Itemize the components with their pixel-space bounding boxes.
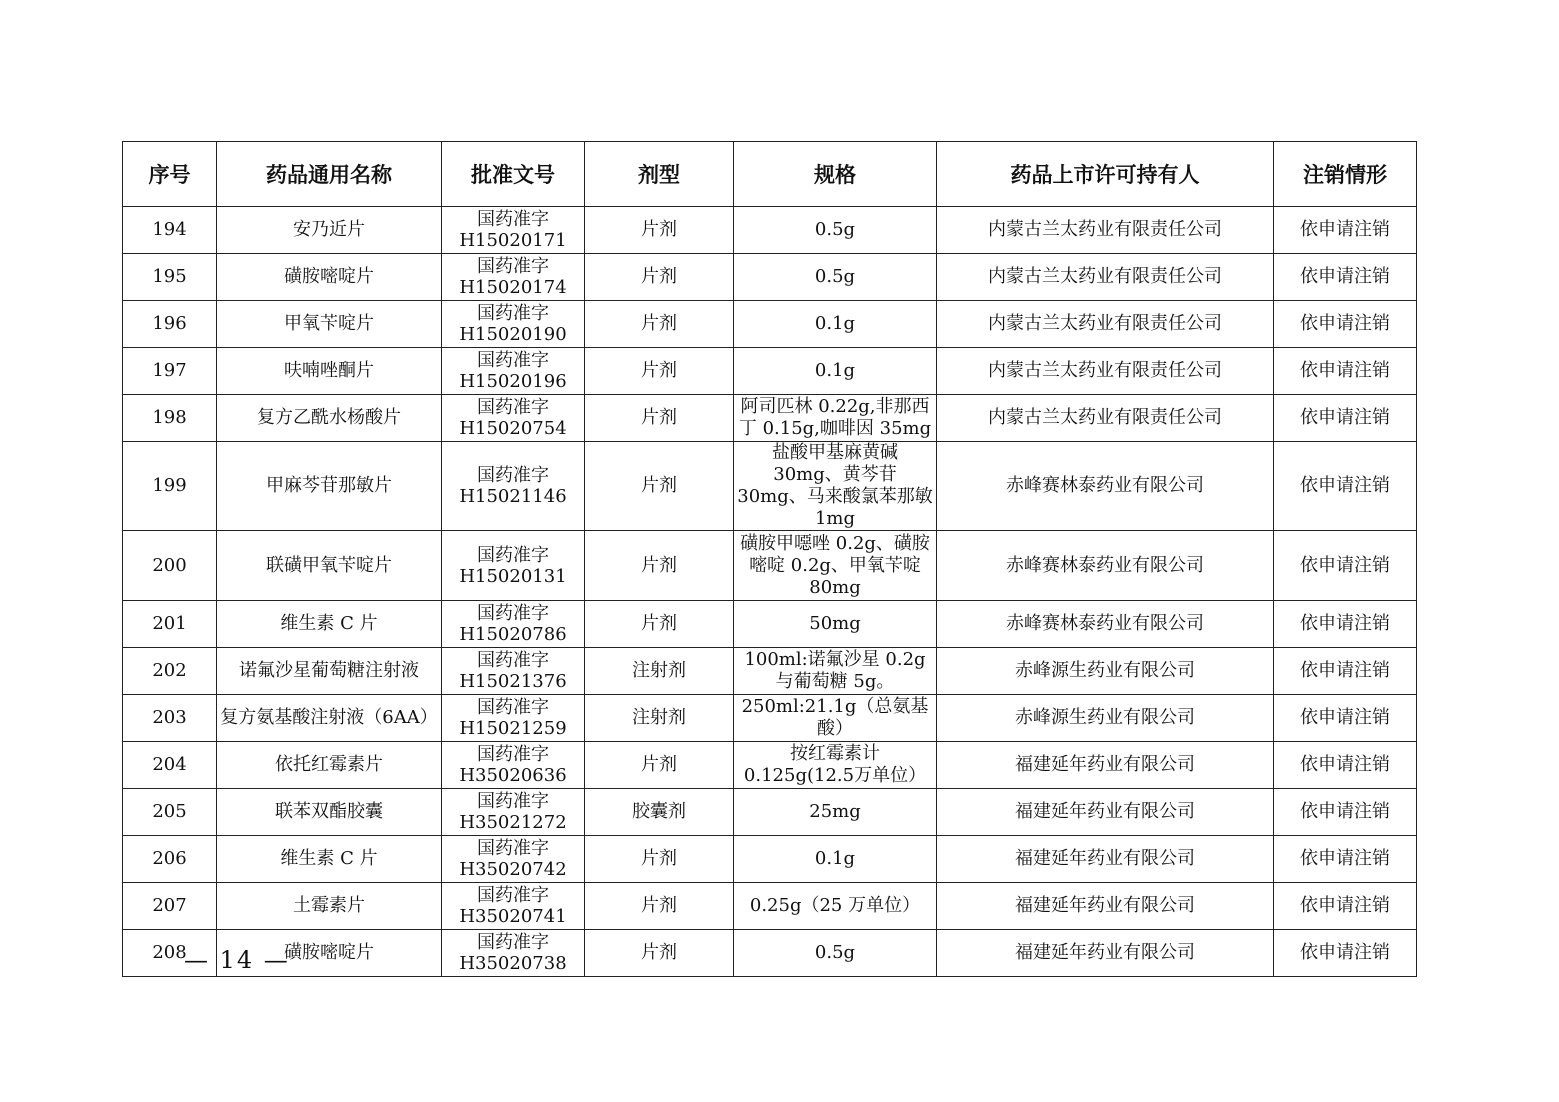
cell-approval-number (442, 648, 585, 695)
cell-cancellation-reason: 依申请注销 (1274, 883, 1417, 930)
approval-code: H15020754 (459, 418, 567, 439)
table-row (123, 836, 1417, 883)
page-number: — 14 — (184, 946, 290, 974)
cell-no: 203 (123, 695, 217, 742)
cell-specification: 100ml:诺氟沙星 0.2g 与葡萄糖 5g。 (734, 648, 937, 695)
cell-dosage-form: 注射剂 (585, 648, 734, 695)
approval-code: H15021146 (459, 486, 567, 507)
cell-cancellation-reason: 依申请注销 (1274, 789, 1417, 836)
cell-drug-name: 复方氨基酸注射液（6AA） (217, 695, 442, 742)
cell-approval-number (442, 883, 585, 930)
cell-drug-name: 甲麻芩苷那敏片 (217, 442, 442, 531)
cell-no: 207 (123, 883, 217, 930)
approval-prefix: 国药准字 (477, 697, 549, 718)
cell-specification: 0.5g (734, 254, 937, 301)
cell-approval-number (442, 442, 585, 531)
cell-license-holder: 内蒙古兰太药业有限责任公司 (937, 395, 1274, 442)
cell-approval-number (442, 789, 585, 836)
cell-drug-name: 联苯双酯胶囊 (217, 789, 442, 836)
cell-specification: 磺胺甲噁唑 0.2g、磺胺嘧啶 0.2g、甲氧苄啶 80mg (734, 531, 937, 601)
cell-no: 200 (123, 531, 217, 601)
cell-no: 208 (123, 930, 217, 977)
table-row (123, 395, 1417, 442)
table-row (123, 442, 1417, 531)
cell-no: 205 (123, 789, 217, 836)
cell-no: 199 (123, 442, 217, 531)
header-dosage-form: 剂型 (585, 142, 734, 207)
table-row (123, 601, 1417, 648)
cell-approval-number (442, 930, 585, 977)
cell-license-holder: 赤峰赛林泰药业有限公司 (937, 601, 1274, 648)
cell-license-holder: 福建延年药业有限公司 (937, 930, 1274, 977)
header-specification: 规格 (734, 142, 937, 207)
table-row (123, 531, 1417, 601)
cell-cancellation-reason: 依申请注销 (1274, 742, 1417, 789)
approval-prefix: 国药准字 (477, 256, 549, 277)
cell-no: 201 (123, 601, 217, 648)
cell-cancellation-reason: 依申请注销 (1274, 348, 1417, 395)
cell-dosage-form: 片剂 (585, 348, 734, 395)
cell-dosage-form: 片剂 (585, 531, 734, 601)
cell-approval-number (442, 836, 585, 883)
approval-prefix: 国药准字 (477, 350, 549, 371)
table-row (123, 742, 1417, 789)
cell-dosage-form: 片剂 (585, 254, 734, 301)
table-header-row (123, 142, 1417, 207)
cell-no: 206 (123, 836, 217, 883)
cell-dosage-form: 片剂 (585, 207, 734, 254)
approval-prefix: 国药准字 (477, 885, 549, 906)
cell-cancellation-reason: 依申请注销 (1274, 695, 1417, 742)
cell-approval-number (442, 301, 585, 348)
cell-specification: 按红霉素计 0.125g(12.5万单位） (734, 742, 937, 789)
approval-prefix: 国药准字 (477, 838, 549, 859)
cell-cancellation-reason: 依申请注销 (1274, 442, 1417, 531)
cell-drug-name: 安乃近片 (217, 207, 442, 254)
header-drug-name: 药品通用名称 (217, 142, 442, 207)
header-license-holder: 药品上市许可持有人 (937, 142, 1274, 207)
table-row (123, 695, 1417, 742)
cell-specification: 0.5g (734, 930, 937, 977)
table-row (123, 301, 1417, 348)
cell-drug-name: 维生素 C 片 (217, 836, 442, 883)
approval-code: H15020171 (459, 230, 567, 251)
cell-dosage-form: 片剂 (585, 930, 734, 977)
cell-dosage-form: 片剂 (585, 395, 734, 442)
cell-drug-name: 维生素 C 片 (217, 601, 442, 648)
cell-drug-name: 依托红霉素片 (217, 742, 442, 789)
approval-code: H35020636 (459, 765, 567, 786)
cell-cancellation-reason: 依申请注销 (1274, 207, 1417, 254)
cell-drug-name: 磺胺嘧啶片 (217, 254, 442, 301)
cell-drug-name: 呋喃唑酮片 (217, 348, 442, 395)
cell-dosage-form: 胶囊剂 (585, 789, 734, 836)
cell-license-holder: 内蒙古兰太药业有限责任公司 (937, 207, 1274, 254)
approval-prefix: 国药准字 (477, 303, 549, 324)
cell-cancellation-reason: 依申请注销 (1274, 836, 1417, 883)
cell-specification: 0.1g (734, 301, 937, 348)
approval-prefix: 国药准字 (477, 744, 549, 765)
table-row (123, 648, 1417, 695)
cell-approval-number (442, 207, 585, 254)
approval-code: H35021272 (459, 812, 567, 833)
approval-code: H15020131 (459, 565, 567, 587)
approval-prefix: 国药准字 (477, 397, 549, 418)
cell-license-holder: 赤峰赛林泰药业有限公司 (937, 531, 1274, 601)
header-no: 序号 (123, 142, 217, 207)
cell-specification: 25mg (734, 789, 937, 836)
cell-specification: 0.1g (734, 348, 937, 395)
cell-dosage-form: 注射剂 (585, 695, 734, 742)
cell-drug-name: 诺氟沙星葡萄糖注射液 (217, 648, 442, 695)
cell-approval-number (442, 348, 585, 395)
cell-specification: 盐酸甲基麻黄碱 30mg、黄芩苷 30mg、马来酸氯苯那敏 1mg (734, 442, 937, 531)
approval-code: H35020741 (459, 906, 567, 927)
cell-license-holder: 福建延年药业有限公司 (937, 836, 1274, 883)
table-row (123, 348, 1417, 395)
approval-code: H15021376 (459, 671, 567, 692)
cell-approval-number (442, 601, 585, 648)
cell-no: 194 (123, 207, 217, 254)
table-body (123, 207, 1417, 977)
cell-no: 197 (123, 348, 217, 395)
approval-prefix: 国药准字 (477, 465, 549, 486)
approval-code: H15021259 (459, 718, 567, 739)
approval-code: H15020174 (459, 277, 567, 298)
cell-cancellation-reason: 依申请注销 (1274, 254, 1417, 301)
table-row (123, 930, 1417, 977)
cell-license-holder: 福建延年药业有限公司 (937, 742, 1274, 789)
header-approval-number: 批准文号 (442, 142, 585, 207)
table-row (123, 207, 1417, 254)
cell-license-holder: 内蒙古兰太药业有限责任公司 (937, 348, 1274, 395)
cell-cancellation-reason: 依申请注销 (1274, 930, 1417, 977)
cell-no: 196 (123, 301, 217, 348)
cell-drug-name: 甲氧苄啶片 (217, 301, 442, 348)
approval-code: H15020190 (459, 324, 567, 345)
approval-code: H35020738 (459, 953, 567, 974)
header-cancellation-reason: 注销情形 (1274, 142, 1417, 207)
cell-no: 202 (123, 648, 217, 695)
approval-prefix: 国药准字 (477, 791, 549, 812)
approval-prefix: 国药准字 (477, 544, 549, 566)
cell-drug-name: 复方乙酰水杨酸片 (217, 395, 442, 442)
cell-specification: 250ml:21.1g（总氨基酸） (734, 695, 937, 742)
table-row (123, 883, 1417, 930)
cell-no: 195 (123, 254, 217, 301)
drug-cancellation-table (122, 141, 1417, 977)
cell-dosage-form: 片剂 (585, 442, 734, 531)
cell-specification: 50mg (734, 601, 937, 648)
cell-dosage-form: 片剂 (585, 301, 734, 348)
cell-no: 204 (123, 742, 217, 789)
cell-specification: 阿司匹林 0.22g,非那西丁 0.15g,咖啡因 35mg (734, 395, 937, 442)
approval-prefix: 国药准字 (477, 650, 549, 671)
table-row (123, 789, 1417, 836)
cell-approval-number (442, 254, 585, 301)
cell-drug-name: 联磺甲氧苄啶片 (217, 531, 442, 601)
approval-code: H15020196 (459, 371, 567, 392)
table-row (123, 254, 1417, 301)
cell-drug-name: 磺胺嘧啶片 (217, 930, 442, 977)
cell-specification: 0.25g（25 万单位） (734, 883, 937, 930)
cell-dosage-form: 片剂 (585, 742, 734, 789)
approval-code: H15020786 (459, 624, 567, 645)
cell-approval-number (442, 395, 585, 442)
approval-prefix: 国药准字 (477, 603, 549, 624)
cell-approval-number (442, 531, 585, 601)
approval-prefix: 国药准字 (477, 932, 549, 953)
cell-license-holder: 福建延年药业有限公司 (937, 789, 1274, 836)
cell-cancellation-reason: 依申请注销 (1274, 531, 1417, 601)
cell-no: 198 (123, 395, 217, 442)
cell-approval-number (442, 742, 585, 789)
cell-license-holder: 福建延年药业有限公司 (937, 883, 1274, 930)
approval-code: H35020742 (459, 859, 567, 880)
cell-specification: 0.1g (734, 836, 937, 883)
cell-cancellation-reason: 依申请注销 (1274, 648, 1417, 695)
cell-drug-name: 土霉素片 (217, 883, 442, 930)
cell-cancellation-reason: 依申请注销 (1274, 601, 1417, 648)
cell-specification: 0.5g (734, 207, 937, 254)
cell-license-holder: 赤峰源生药业有限公司 (937, 648, 1274, 695)
cell-dosage-form: 片剂 (585, 836, 734, 883)
cell-license-holder: 赤峰赛林泰药业有限公司 (937, 442, 1274, 531)
cell-cancellation-reason: 依申请注销 (1274, 395, 1417, 442)
cell-approval-number (442, 695, 585, 742)
cell-cancellation-reason: 依申请注销 (1274, 301, 1417, 348)
cell-license-holder: 内蒙古兰太药业有限责任公司 (937, 254, 1274, 301)
cell-dosage-form: 片剂 (585, 601, 734, 648)
cell-license-holder: 赤峰源生药业有限公司 (937, 695, 1274, 742)
cell-license-holder: 内蒙古兰太药业有限责任公司 (937, 301, 1274, 348)
cell-dosage-form: 片剂 (585, 883, 734, 930)
approval-prefix: 国药准字 (477, 209, 549, 230)
